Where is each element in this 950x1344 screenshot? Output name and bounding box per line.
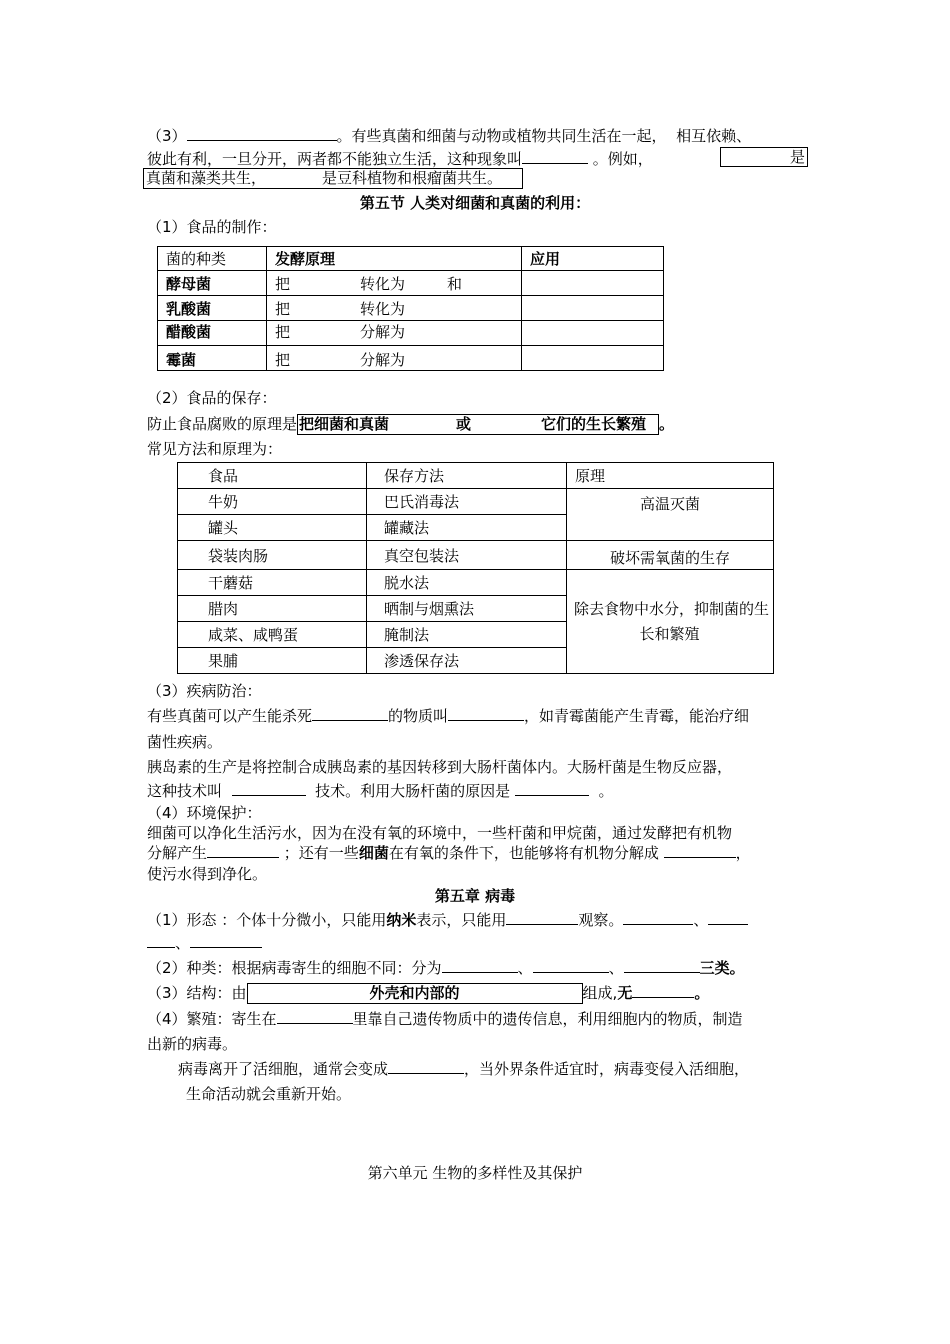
food-making-table [157,246,664,371]
environment-line2 [147,843,751,863]
virus-form-d: 观察。 [578,911,624,929]
table-header-row [158,247,664,271]
disease-line4a: 这种技术叫 [147,782,223,800]
virus-struct-box[interactable]: 外壳和内部的 [247,983,583,1004]
verb-text: 转化为 [360,274,406,293]
microbe-name: 酵母菌 [158,271,267,296]
food-making-heading: （1）食品的制作： [147,218,277,236]
principle-label: 防止食品腐败的原理是 [147,415,298,433]
para3-line2-text: 彼此有利，一旦分开，两者都不能独立生活，这种现象叫 [147,150,523,168]
methods-label: 常见方法和原理为： [147,440,283,458]
ba-text: 把 [275,351,291,369]
virus-struct-b: 组成, [582,984,618,1002]
blank[interactable] [708,910,748,925]
virus-leave-line2: 生命活动就会重新开始。 [186,1085,352,1103]
blank[interactable] [442,958,518,973]
table-row [158,271,664,296]
virus-form-line2 [147,933,262,953]
disease-line4 [147,781,613,801]
blank[interactable] [448,706,524,721]
para3-text1: 。有些真菌和细菌与动物或植物共同生活在一起， [336,127,667,145]
header-cell: 应用 [522,247,664,271]
virus-form-b: 纳米 [386,911,417,929]
table-row [158,321,664,346]
header-cell: 保存方法 [367,463,567,489]
para3-line2-end: 。例如， [592,150,653,168]
method-cell: 腌制法 [367,622,567,648]
principle-cell: 高温灭菌 [567,489,774,541]
preservation-table [177,462,774,674]
preservation-principle [147,414,674,435]
disease-line4b: 技术。利用大肠杆菌的原因是 [315,782,511,800]
blank[interactable] [632,983,694,998]
method-cell: 罐藏法 [367,515,567,541]
section5-title: 第五节 人类对细菌和真菌的利用： [359,194,591,212]
env-line2b: ；还有一些 [283,844,359,862]
blank[interactable] [277,1009,353,1024]
fermentation-cell [267,346,522,371]
fermentation-cell [267,296,522,321]
food-cell: 果脯 [178,648,367,674]
para3-text2: 相互依赖、 [676,127,752,145]
principle-end: 。 [659,415,675,433]
method-cell: 巴氏消毒法 [367,489,567,515]
fermentation-cell [267,321,522,346]
virus-leave-a: 病毒离开了活细胞，通常会变成 [178,1060,389,1078]
header-cell: 发酵原理 [267,247,522,271]
blank[interactable] [232,781,306,796]
virus-types-end: 三类。 [699,959,745,977]
env-line2d: 在有氧的条件下，也能够将有机物分解成 [388,844,659,862]
disease-line2: 菌性疾病。 [147,733,223,751]
disease-line1 [147,706,749,726]
virus-types-sep: 、 [517,959,533,977]
principle-b: 或 [456,415,472,433]
application-cell[interactable] [522,296,664,321]
env-line2c: 细菌 [358,844,389,862]
preservation-heading: （2）食品的保存： [147,389,277,407]
para3-num: （3） [147,127,187,145]
disease-heading: （3）疾病防治： [147,682,262,700]
blank[interactable] [190,933,262,948]
blank[interactable] [187,126,337,141]
verb-text: 分解为 [360,351,406,369]
food-cell: 咸菜、咸鸭蛋 [178,622,367,648]
virus-form-sep: 、 [175,934,191,952]
virus-struct-a: （3）结构：由 [147,984,247,1002]
principle-line: 除去食物中水分，抑制菌的生 [574,599,770,618]
microbe-name: 霉菌 [158,346,267,371]
header-cell: 原理 [567,463,774,489]
blank[interactable] [147,933,175,948]
table-row [158,296,664,321]
microbe-name: 乳酸菌 [158,296,267,321]
principle-c: 它们的生长繁殖 [541,415,647,433]
virus-repro-line1 [147,1009,743,1029]
virus-repro-a: （4）繁殖：寄生在 [147,1010,277,1028]
para3-line3-a: 真菌和藻类共生， [146,169,267,187]
method-cell: 晒制与烟熏法 [367,596,567,622]
method-cell: 渗透保存法 [367,648,567,674]
para3-line3-b: 是豆科植物和根瘤菌共生。 [322,169,503,187]
blank[interactable] [624,958,700,973]
env-line2e: ， [735,844,751,862]
food-cell: 罐头 [178,515,367,541]
environment-heading: （4）环境保护： [147,804,262,822]
blank[interactable] [664,843,736,858]
he-text: 和 [447,274,463,293]
blank[interactable] [312,706,388,721]
principle-cell [567,570,774,674]
table-row [178,541,774,570]
blank[interactable] [506,910,578,925]
application-cell[interactable] [522,321,664,346]
principle-cell: 破坏需氧菌的生存 [567,541,774,570]
disease-line1b: 的物质叫 [388,707,449,725]
table-row [178,570,774,596]
virus-types-sep: 、 [608,959,624,977]
blank[interactable] [533,958,609,973]
method-cell: 脱水法 [367,570,567,596]
virus-repro-line2: 出新的病毒。 [147,1035,238,1053]
disease-line4c: 。 [598,782,614,800]
method-cell: 真空包装法 [367,541,567,570]
table-row [158,346,664,371]
verb-text: 转化为 [360,299,406,318]
blank[interactable] [522,149,588,164]
env-line2a: 分解产生 [147,844,208,862]
virus-form-c: 表示，只能用 [416,911,507,929]
environment-line1: 细菌可以净化生活污水，因为在没有氧的环境中，一些杆菌和甲烷菌，通过发酵把有机物 [147,824,733,842]
application-cell[interactable] [522,346,664,371]
blank[interactable] [207,843,279,858]
food-cell: 腊肉 [178,596,367,622]
virus-structure [147,983,709,1004]
food-cell: 袋装肉肠 [178,541,367,570]
ba-text: 把 [275,299,291,318]
virus-form-a: （1）形态 ：个体十分微小，只能用 [147,911,387,929]
disease-line1a: 有些真菌可以产生能杀死 [147,707,313,725]
environment-line3: 使污水得到净化。 [147,865,268,883]
para3-box-end: 是 [789,148,805,166]
ba-text: 把 [275,274,291,293]
para3-line1 [147,126,751,146]
table-header-row [178,463,774,489]
header-cell: 食品 [178,463,367,489]
food-cell: 牛奶 [178,489,367,515]
virus-form-sep: 、 [693,911,709,929]
principle-box[interactable] [297,414,659,435]
table-row [178,489,774,515]
blank[interactable] [623,910,693,925]
virus-struct-end: 。 [694,984,710,1002]
blank[interactable] [515,781,589,796]
food-cell: 干蘑菇 [178,570,367,596]
application-cell[interactable] [522,271,664,296]
virus-struct-c: 无 [617,984,633,1002]
disease-line1c: ，如青霉菌能产生青霉，能治疗细 [524,707,750,725]
virus-form-line1 [147,910,748,930]
virus-leave-b: ，当外界条件适宜时，病毒变侵入活细胞， [464,1060,750,1078]
microbe-name: 醋酸菌 [158,321,267,346]
para3-answer-box[interactable] [720,147,808,167]
virus-repro-b: 里靠自己遗传物质中的遗传信息，利用细胞内的物质，制造 [352,1010,743,1028]
blank[interactable] [388,1059,464,1074]
disease-line3: 胰岛素的生产是将控制合成胰岛素的基因转移到大肠杆菌体内。大肠杆菌是生物反应器， [147,758,733,776]
principle-a: 把细菌和真菌 [299,415,390,433]
virus-leave-line1 [178,1059,749,1079]
para3-line3-box [143,168,523,189]
virus-types-a: （2）种类：根据病毒寄生的细胞不同：分为 [147,959,442,977]
ba-text: 把 [275,323,291,341]
chapter5-title: 第五章 病毒 [434,887,516,905]
virus-types [147,958,745,978]
para3-line2 [147,149,653,169]
fermentation-cell [267,271,522,296]
header-cell: 菌的种类 [158,247,267,271]
principle-line: 长和繁殖 [639,624,700,643]
unit6-title: 第六单元 生物的多样性及其保护 [367,1164,583,1182]
verb-text: 分解为 [360,323,406,341]
